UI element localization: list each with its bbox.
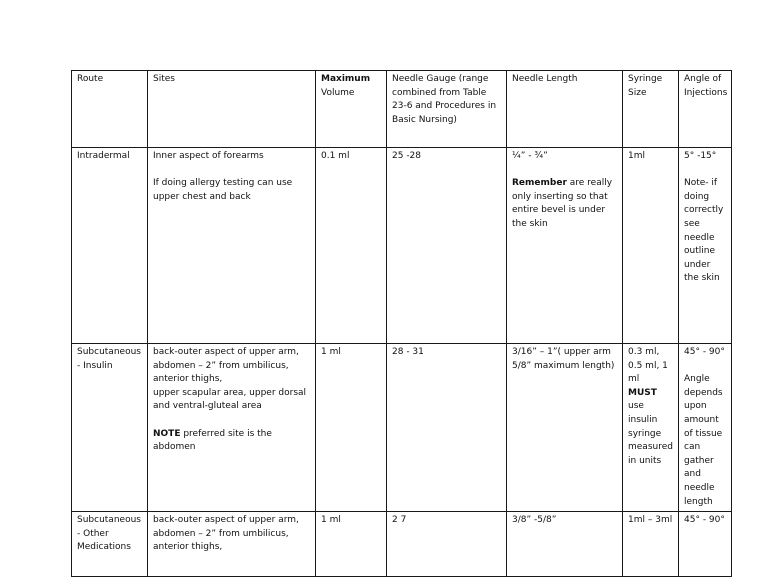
header-needle-gauge: Needle Gauge (range combined from Table 23-6 and Procedures in Basic Nursing) (387, 71, 507, 148)
cell-angle (679, 344, 732, 512)
sites-text: back-outer aspect of upper arm, abdomen – 2” from umbilicus, anterior thighs, (153, 347, 299, 385)
cell-gauge: 25 -28 (387, 148, 507, 344)
table-row-intradermal (72, 148, 732, 344)
sites-note: preferred site is the abdomen (153, 428, 272, 453)
syringe-note: use insulin syringe measured in units (628, 401, 673, 466)
length-text: ¼” - ¾” (512, 151, 548, 161)
sites-text: If doing allergy testing can use upper chest and back (153, 178, 293, 202)
header-angle: Angle of Injections (679, 71, 732, 148)
cell-length (507, 148, 623, 344)
must-bold: MUST (628, 387, 657, 398)
cell-angle: 45° - 90° (679, 512, 732, 577)
remember-bold: Remember (512, 178, 567, 189)
header-maximum-bold: Maximum (321, 74, 371, 84)
angle-note: Note- if doing correctly see needle outline under the skin (684, 178, 724, 284)
header-syringe-size: Syringe Size (623, 71, 679, 148)
sites-text: Inner aspect of forearms (153, 151, 264, 161)
sites-text: upper scapular area, upper dorsal and ventral-gluteal area (153, 387, 307, 412)
cell-syringe: 1ml (623, 148, 679, 344)
header-route: Route (72, 71, 148, 148)
cell-syringe (623, 344, 679, 512)
header-needle-length: Needle Length (507, 71, 623, 148)
angle-text: 45° - 90° (684, 347, 725, 357)
header-row (72, 71, 732, 148)
cell-volume: 1 ml (316, 344, 387, 512)
cell-length: 3/16” – 1”( upper arm 5/8” maximum length) (507, 344, 623, 512)
cell-angle (679, 148, 732, 344)
header-sites: Sites (148, 71, 316, 148)
cell-syringe: 1ml – 3ml (623, 512, 679, 577)
table-row-subcutaneous-other (72, 512, 732, 577)
cell-route: Subcutaneous - Other Medications (72, 512, 148, 577)
cell-route: Subcutaneous - Insulin (72, 344, 148, 512)
cell-route: Intradermal (72, 148, 148, 344)
note-bold: NOTE (153, 428, 181, 439)
cell-gauge: 28 - 31 (387, 344, 507, 512)
syringe-text: 0.3 ml, 0.5 ml, 1 ml (628, 347, 668, 385)
table-row-subcutaneous-insulin (72, 344, 732, 512)
cell-volume: 0.1 ml (316, 148, 387, 344)
cell-sites (148, 148, 316, 344)
header-volume-text: Volume (321, 87, 355, 98)
angle-text: 5° -15° (684, 151, 717, 161)
cell-volume: 1 ml (316, 512, 387, 577)
cell-gauge: 2 7 (387, 512, 507, 577)
header-maximum-volume (316, 71, 387, 148)
cell-sites (148, 344, 316, 512)
angle-note: Angle depends upon amount of tissue can gather and needle length (684, 374, 723, 507)
cell-length: 3/8” -5/8” (507, 512, 623, 577)
injection-routes-table (71, 70, 732, 577)
cell-sites: back-outer aspect of upper arm, abdomen – 2” from umbilicus, anterior thighs, (148, 512, 316, 577)
length-note: are really only inserting so that entire bevel is under the skin (512, 178, 613, 229)
